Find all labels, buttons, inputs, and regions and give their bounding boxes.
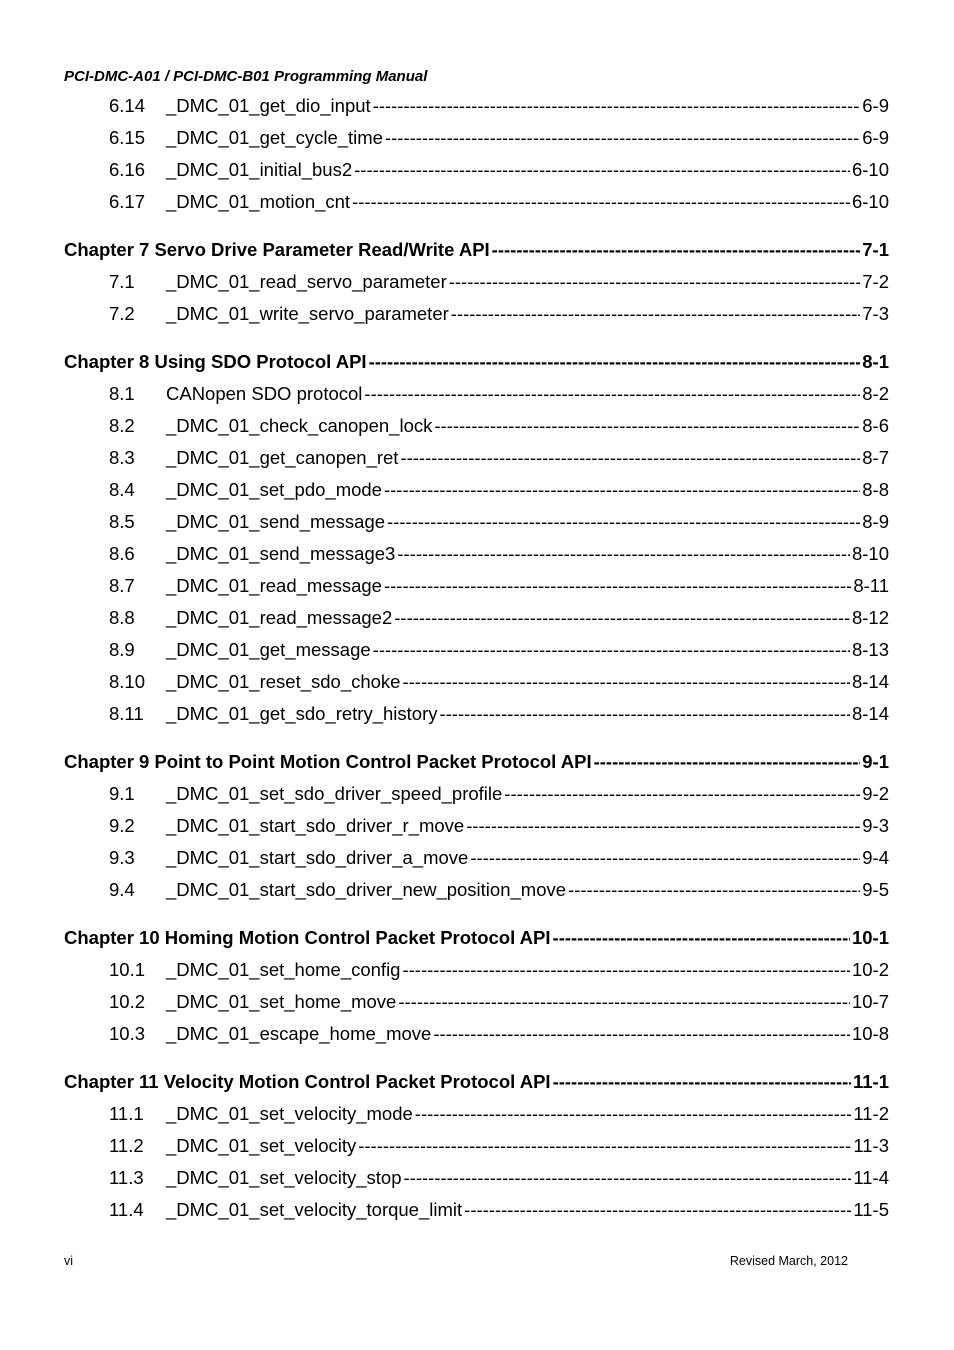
toc-chapter-entry[interactable] bbox=[64, 922, 889, 954]
toc-dot-leader bbox=[464, 1194, 851, 1226]
toc-entry-title: _DMC_01_reset_sdo_choke bbox=[166, 671, 401, 692]
toc-section-entry[interactable] bbox=[64, 1098, 889, 1130]
toc-entry-page: 11-3 bbox=[853, 1135, 889, 1156]
toc-section-entry[interactable] bbox=[64, 778, 889, 810]
toc-entry-page: 6-10 bbox=[851, 191, 889, 212]
toc-entry-number: 7.1 bbox=[109, 271, 135, 292]
toc-entry-title: _DMC_01_set_sdo_driver_speed_profile bbox=[166, 783, 503, 804]
toc-section-entry[interactable] bbox=[64, 1130, 889, 1162]
toc-dot-leader bbox=[373, 634, 850, 666]
toc-entry-page: 9-5 bbox=[862, 879, 889, 900]
toc-section-entry[interactable] bbox=[64, 666, 889, 698]
toc-entry-title: Chapter 7 Servo Drive Parameter Read/Write API bbox=[64, 239, 490, 260]
toc-entry-number: 8.2 bbox=[109, 415, 135, 436]
toc-entry-page: 9-2 bbox=[862, 783, 889, 804]
toc-dot-leader bbox=[449, 266, 861, 298]
toc-section-entry[interactable] bbox=[64, 298, 889, 330]
toc-entry-title: _DMC_01_get_cycle_time bbox=[166, 127, 383, 148]
toc-section-entry[interactable] bbox=[64, 474, 889, 506]
toc-entry-number: 10.2 bbox=[109, 991, 146, 1012]
toc-entry-page: 8-1 bbox=[862, 351, 889, 372]
toc-entry-number: 6.17 bbox=[109, 191, 146, 212]
toc-dot-leader bbox=[384, 474, 860, 506]
toc-dot-leader bbox=[434, 410, 860, 442]
toc-entry-page: 8-13 bbox=[851, 639, 889, 660]
toc-entry-title: _DMC_01_set_pdo_mode bbox=[166, 479, 382, 500]
toc-entry-number: 10.3 bbox=[109, 1023, 146, 1044]
page-number: vi bbox=[64, 1254, 74, 1268]
toc-dot-leader bbox=[400, 442, 860, 474]
toc-entry-page: 8-6 bbox=[862, 415, 889, 436]
toc-chapter-entry[interactable] bbox=[64, 346, 889, 378]
toc-section-entry[interactable] bbox=[64, 602, 889, 634]
toc-entry-number: 6.16 bbox=[109, 159, 146, 180]
toc-entry-number: 7.2 bbox=[109, 303, 135, 324]
toc-entry-title: _DMC_01_initial_bus2 bbox=[166, 159, 353, 180]
toc-dot-leader bbox=[384, 570, 851, 602]
toc-entry-number: 11.1 bbox=[109, 1103, 144, 1124]
toc-entry-title: _DMC_01_set_velocity_mode bbox=[166, 1103, 413, 1124]
toc-dot-leader bbox=[466, 810, 860, 842]
toc-entry-page: 6-9 bbox=[862, 127, 889, 148]
toc-entry-title: CANopen SDO protocol bbox=[166, 383, 363, 404]
toc-entry-title: _DMC_01_start_sdo_driver_r_move bbox=[166, 815, 465, 836]
toc-section-entry[interactable] bbox=[64, 1018, 889, 1050]
toc-section-entry[interactable] bbox=[64, 570, 889, 602]
table-of-contents bbox=[64, 90, 889, 1226]
revision-date: Revised March, 2012 bbox=[729, 1254, 848, 1268]
toc-entry-title: _DMC_01_get_canopen_ret bbox=[166, 447, 399, 468]
toc-entry-title: _DMC_01_read_message bbox=[166, 575, 382, 596]
toc-entry-title: _DMC_01_send_message3 bbox=[166, 543, 396, 564]
toc-entry-number: 9.3 bbox=[109, 847, 135, 868]
toc-section-entry[interactable] bbox=[64, 506, 889, 538]
toc-chapter-entry[interactable] bbox=[64, 746, 889, 778]
toc-entry-title: _DMC_01_set_home_config bbox=[166, 959, 401, 980]
toc-section-entry[interactable] bbox=[64, 954, 889, 986]
toc-entry-number: 8.7 bbox=[109, 575, 135, 596]
toc-entry-number: 9.2 bbox=[109, 815, 135, 836]
toc-section-entry[interactable] bbox=[64, 266, 889, 298]
toc-entry-page: 9-4 bbox=[862, 847, 889, 868]
toc-dot-leader bbox=[402, 666, 849, 698]
toc-entry-title: _DMC_01_check_canopen_lock bbox=[166, 415, 433, 436]
toc-entry-page: 10-7 bbox=[851, 991, 889, 1012]
toc-entry-title: _DMC_01_set_home_move bbox=[166, 991, 397, 1012]
toc-chapter-entry[interactable] bbox=[64, 1066, 889, 1098]
toc-dot-leader bbox=[397, 538, 850, 570]
toc-dot-leader bbox=[369, 346, 861, 378]
toc-dot-leader bbox=[358, 1130, 851, 1162]
toc-dot-leader bbox=[553, 922, 850, 954]
toc-entry-page: 7-3 bbox=[862, 303, 889, 324]
toc-entry-title: _DMC_01_set_velocity bbox=[166, 1135, 357, 1156]
toc-section-entry[interactable] bbox=[64, 810, 889, 842]
toc-entry-page: 8-7 bbox=[862, 447, 889, 468]
toc-dot-leader bbox=[492, 234, 861, 266]
toc-entry-number: 11.4 bbox=[109, 1199, 144, 1220]
toc-section-entry[interactable] bbox=[64, 1162, 889, 1194]
toc-entry-page: 6-9 bbox=[862, 95, 889, 116]
toc-entry-title: _DMC_01_set_velocity_torque_limit bbox=[166, 1199, 463, 1220]
toc-entry-page: 8-2 bbox=[862, 383, 889, 404]
toc-section-entry[interactable] bbox=[64, 698, 889, 730]
toc-dot-leader bbox=[398, 986, 850, 1018]
toc-entry-page: 8-14 bbox=[851, 671, 889, 692]
toc-entry-number: 8.8 bbox=[109, 607, 135, 628]
toc-section-entry[interactable] bbox=[64, 634, 889, 666]
toc-entry-number: 11.2 bbox=[109, 1135, 144, 1156]
toc-entry-page: 10-8 bbox=[851, 1023, 889, 1044]
toc-section-entry[interactable] bbox=[64, 1194, 889, 1226]
toc-entry-title: Chapter 9 Point to Point Motion Control Packet Protocol API bbox=[64, 751, 592, 772]
toc-entry-page: 11-4 bbox=[853, 1167, 889, 1188]
toc-entry-page: 11-2 bbox=[853, 1103, 889, 1124]
toc-entry-title: Chapter 8 Using SDO Protocol API bbox=[64, 351, 367, 372]
toc-section-entry[interactable] bbox=[64, 442, 889, 474]
toc-dot-leader bbox=[402, 954, 849, 986]
toc-dot-leader bbox=[394, 602, 850, 634]
toc-entry-page: 8-14 bbox=[851, 703, 889, 724]
toc-entry-title: _DMC_01_motion_cnt bbox=[166, 191, 351, 212]
toc-entry-title: _DMC_01_get_message bbox=[166, 639, 371, 660]
toc-entry-number: 8.4 bbox=[109, 479, 135, 500]
toc-entry-page: 8-12 bbox=[851, 607, 889, 628]
toc-entry-page: 8-9 bbox=[862, 511, 889, 532]
toc-entry-page: 8-10 bbox=[851, 543, 889, 564]
toc-entry-title: _DMC_01_send_message bbox=[166, 511, 386, 532]
toc-entry-page: 7-2 bbox=[862, 271, 889, 292]
toc-dot-leader bbox=[451, 298, 860, 330]
toc-entry-number: 8.9 bbox=[109, 639, 135, 660]
toc-section-entry[interactable] bbox=[64, 378, 889, 410]
toc-entry-title: Chapter 10 Homing Motion Control Packet Protocol API bbox=[64, 927, 551, 948]
toc-entry-title: _DMC_01_start_sdo_driver_a_move bbox=[166, 847, 469, 868]
toc-dot-leader bbox=[553, 1066, 851, 1098]
toc-entry-page: 9-3 bbox=[862, 815, 889, 836]
toc-entry-page: 8-11 bbox=[853, 575, 889, 596]
toc-section-entry[interactable] bbox=[64, 538, 889, 570]
toc-entry-number: 11.3 bbox=[109, 1167, 144, 1188]
toc-entry-number: 6.14 bbox=[109, 95, 146, 116]
toc-dot-leader bbox=[352, 186, 850, 218]
toc-chapter-entry[interactable] bbox=[64, 234, 889, 266]
toc-entry-number: 9.4 bbox=[109, 879, 135, 900]
toc-entry-title: _DMC_01_write_servo_parameter bbox=[166, 303, 449, 324]
toc-entry-number: 9.1 bbox=[109, 783, 135, 804]
toc-entry-title: _DMC_01_get_sdo_retry_history bbox=[166, 703, 438, 724]
toc-section-entry[interactable] bbox=[64, 986, 889, 1018]
toc-section-entry[interactable] bbox=[64, 874, 889, 906]
toc-entry-title: _DMC_01_read_message2 bbox=[166, 607, 393, 628]
toc-entry-number: 6.15 bbox=[109, 127, 146, 148]
toc-dot-leader bbox=[373, 90, 861, 122]
toc-section-entry[interactable] bbox=[64, 410, 889, 442]
toc-section-entry[interactable] bbox=[64, 90, 889, 122]
toc-dot-leader bbox=[594, 746, 861, 778]
toc-dot-leader bbox=[504, 778, 860, 810]
toc-entry-number: 8.3 bbox=[109, 447, 135, 468]
toc-entry-number: 8.10 bbox=[109, 671, 146, 692]
toc-entry-page: 6-10 bbox=[851, 159, 889, 180]
toc-entry-page: 8-8 bbox=[862, 479, 889, 500]
toc-dot-leader bbox=[568, 874, 860, 906]
toc-entry-title: _DMC_01_get_dio_input bbox=[166, 95, 371, 116]
toc-section-entry[interactable] bbox=[64, 186, 889, 218]
toc-entry-number: 10.1 bbox=[109, 959, 146, 980]
toc-entry-number: 8.1 bbox=[109, 383, 135, 404]
toc-dot-leader bbox=[387, 506, 860, 538]
toc-dot-leader bbox=[354, 154, 850, 186]
toc-entry-number: 8.11 bbox=[109, 703, 144, 724]
toc-entry-page: 7-1 bbox=[862, 239, 889, 260]
toc-dot-leader bbox=[470, 842, 860, 874]
toc-entry-title: _DMC_01_set_velocity_stop bbox=[166, 1167, 402, 1188]
toc-dot-leader bbox=[439, 698, 849, 730]
toc-entry-page: 11-1 bbox=[852, 1071, 889, 1092]
toc-entry-page: 10-2 bbox=[851, 959, 889, 980]
toc-entry-number: 8.5 bbox=[109, 511, 135, 532]
toc-entry-page: 9-1 bbox=[862, 751, 889, 772]
toc-section-entry[interactable] bbox=[64, 122, 889, 154]
toc-section-entry[interactable] bbox=[64, 842, 889, 874]
toc-dot-leader bbox=[404, 1162, 852, 1194]
toc-section-entry[interactable] bbox=[64, 154, 889, 186]
toc-dot-leader bbox=[415, 1098, 852, 1130]
toc-dot-leader bbox=[385, 122, 860, 154]
toc-entry-title: _DMC_01_read_servo_parameter bbox=[166, 271, 447, 292]
toc-entry-page: 11-5 bbox=[853, 1199, 889, 1220]
toc-dot-leader bbox=[364, 378, 860, 410]
toc-dot-leader bbox=[433, 1018, 850, 1050]
toc-entry-title: _DMC_01_escape_home_move bbox=[166, 1023, 432, 1044]
toc-entry-number: 8.6 bbox=[109, 543, 135, 564]
toc-entry-page: 10-1 bbox=[851, 927, 889, 948]
toc-entry-title: _DMC_01_start_sdo_driver_new_position_move bbox=[166, 879, 567, 900]
toc-entry-title: Chapter 11 Velocity Motion Control Packet Protocol API bbox=[64, 1071, 551, 1092]
manual-title: PCI-DMC-A01 / PCI-DMC-B01 Programming Manual bbox=[64, 68, 428, 85]
